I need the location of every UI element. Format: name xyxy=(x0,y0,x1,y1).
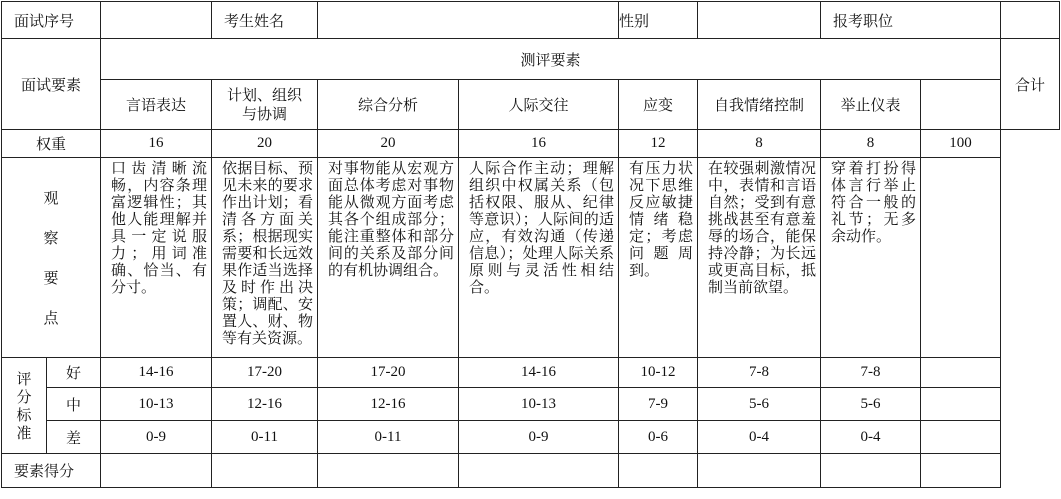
score-row-poor xyxy=(2,421,1060,454)
total-score-field[interactable] xyxy=(921,454,1001,488)
score-total-cell xyxy=(921,358,1001,388)
element-score-field[interactable] xyxy=(459,454,619,488)
observation-text: 人际合作主动；理解组织中权属关系（包括权限、服从、纪律等意识）；人际间的适应，有效沟通（传递信息）；处理人际关系原则与灵活性相结合。 xyxy=(459,158,619,358)
gender-label: 性别 xyxy=(619,2,698,39)
score-range: 0-4 xyxy=(821,421,921,454)
observation-total-cell xyxy=(921,158,1001,358)
element-header: 言语表达 xyxy=(101,80,212,130)
observation-label-char: 点 xyxy=(43,308,59,327)
element-header: 计划、组织 与协调 xyxy=(212,80,318,130)
score-range: 5-6 xyxy=(821,388,921,421)
score-range: 0-9 xyxy=(101,421,212,454)
observation-row xyxy=(2,158,1060,358)
weight-row xyxy=(2,130,1060,158)
element-group-row xyxy=(2,39,1060,80)
score-range: 0-11 xyxy=(318,421,459,454)
position-field[interactable] xyxy=(1001,2,1060,39)
score-total-cell xyxy=(921,388,1001,421)
observation-text: 口齿清晰流畅，内容条理富逻辑性；其他人能理解并具一定说服力；用词准确、恰当、有分寸。 xyxy=(101,158,212,358)
score-range: 7-9 xyxy=(619,388,698,421)
score-table xyxy=(1,1,1060,488)
score-range: 12-16 xyxy=(212,388,318,421)
score-range: 12-16 xyxy=(318,388,459,421)
score-range: 0-9 xyxy=(459,421,619,454)
score-total-cell xyxy=(921,421,1001,454)
element-score-field[interactable] xyxy=(101,454,212,488)
interview-number-label: 面试序号 xyxy=(2,2,101,39)
scoring-label-char: 评 xyxy=(16,369,32,388)
candidate-name-field[interactable] xyxy=(318,2,619,39)
score-range: 10-13 xyxy=(459,388,619,421)
score-range: 10-12 xyxy=(619,358,698,388)
score-range: 17-20 xyxy=(212,358,318,388)
weight-value: 8 xyxy=(698,130,821,158)
gender-field[interactable] xyxy=(698,2,821,39)
observation-text: 对事物能从宏观方面总体考虑对事物能从微观方面考虑其各个组成部分；能注重整体和部分间的关系及部分间的有机协调组合。 xyxy=(318,158,459,358)
score-range: 14-16 xyxy=(101,358,212,388)
scoring-label-char: 标 xyxy=(16,405,32,424)
element-score-row xyxy=(2,454,1060,488)
assessment-elements-label: 测评要素 xyxy=(101,39,1001,80)
score-range: 5-6 xyxy=(698,388,821,421)
element-header: 应变 xyxy=(619,80,698,130)
score-range: 17-20 xyxy=(318,358,459,388)
observation-label-char: 要 xyxy=(43,268,59,287)
observation-text: 依据目标、预见未来的要求作出计划；看清各方面关系；根据现实需要和长远效果作适当选择及时作出决策；调配、安置人、财、物等有关资源。 xyxy=(212,158,318,358)
element-score-field[interactable] xyxy=(821,454,921,488)
element-score-field[interactable] xyxy=(619,454,698,488)
interview-elements-label: 面试要素 xyxy=(2,39,101,130)
level-label: 中 xyxy=(47,388,101,421)
total-label: 合计 xyxy=(1001,39,1060,130)
weight-total: 100 xyxy=(921,130,1001,158)
level-label: 好 xyxy=(47,358,101,388)
scoring-standard-label xyxy=(2,358,47,454)
element-score-field[interactable] xyxy=(318,454,459,488)
observation-text: 穿着打扮得体言行举止符合一般的礼节；无多余动作。 xyxy=(821,158,921,358)
position-label: 报考职位 xyxy=(821,2,1001,39)
element-header: 综合分析 xyxy=(318,80,459,130)
candidate-name-label: 考生姓名 xyxy=(212,2,318,39)
identity-row xyxy=(2,2,1060,39)
score-range: 14-16 xyxy=(459,358,619,388)
score-row-good xyxy=(2,358,1060,388)
element-header: 自我情绪控制 xyxy=(698,80,821,130)
observation-text: 在较强刺激情况中，表情和言语自然；受到有意挑战甚至有意羞辱的场合，能保持冷静；为长远或更高目标，抵制当前欲望。 xyxy=(698,158,821,358)
score-range: 0-11 xyxy=(212,421,318,454)
element-names-row xyxy=(2,80,1060,130)
scoring-label-char: 分 xyxy=(16,387,32,406)
score-range: 10-13 xyxy=(101,388,212,421)
score-range: 0-6 xyxy=(619,421,698,454)
score-range: 7-8 xyxy=(821,358,921,388)
interview-number-field[interactable] xyxy=(101,2,212,39)
weight-value: 8 xyxy=(821,130,921,158)
weight-value: 12 xyxy=(619,130,698,158)
observation-text: 有压力状况下思维反应敏捷情绪稳定；考虑问题周到。 xyxy=(619,158,698,358)
score-range: 0-4 xyxy=(698,421,821,454)
score-range: 7-8 xyxy=(698,358,821,388)
observation-label-char: 观 xyxy=(43,188,59,207)
element-score-field[interactable] xyxy=(212,454,318,488)
element-header: 举止仪表 xyxy=(821,80,921,130)
weight-value: 20 xyxy=(318,130,459,158)
scoring-label-char: 准 xyxy=(16,423,32,442)
observation-label-char: 察 xyxy=(43,228,59,247)
element-score-label: 要素得分 xyxy=(2,454,101,488)
level-label: 差 xyxy=(47,421,101,454)
element-score-field[interactable] xyxy=(698,454,821,488)
element-header: 人际交往 xyxy=(459,80,619,130)
weight-value: 16 xyxy=(101,130,212,158)
weight-value: 20 xyxy=(212,130,318,158)
weight-value: 16 xyxy=(459,130,619,158)
observation-label xyxy=(2,158,101,358)
score-row-medium xyxy=(2,388,1060,421)
weight-label: 权重 xyxy=(2,130,101,158)
